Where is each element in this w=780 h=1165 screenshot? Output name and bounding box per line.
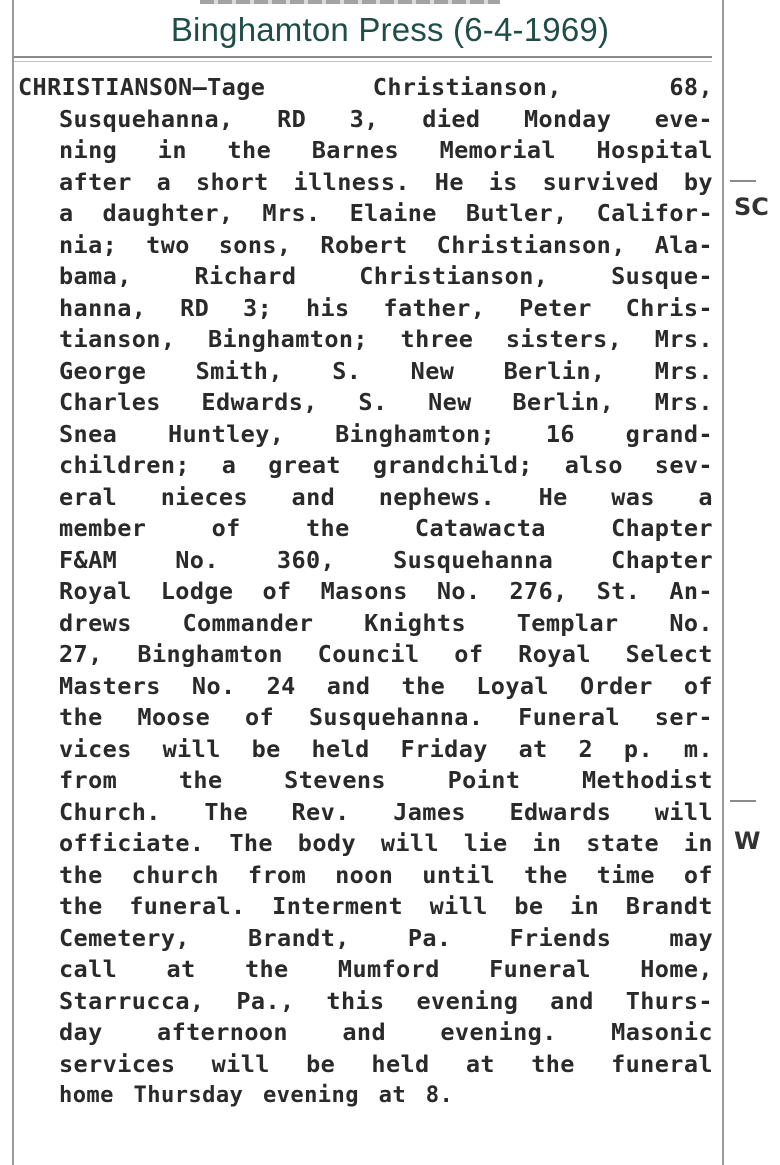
- obituary-line: Charles Edwards, S. New Berlin, Mrs.: [59, 388, 713, 416]
- obituary-line: Masters No. 24 and the Loyal Order of: [59, 671, 713, 700]
- obituary-line: Cemetery, Brandt, Pa. Friends may: [59, 923, 713, 952]
- obituary-line: call at the Mumford Funeral Home,: [59, 955, 713, 983]
- left-column-rule: [12, 0, 14, 1165]
- obituary-line: Starrucca, Pa., this evening and Thurs-: [59, 986, 713, 1015]
- obituary-line: the Moose of Susquehanna. Funeral ser-: [59, 703, 713, 731]
- clipped-headline-fragment: [200, 0, 500, 4]
- obituary-line: the funeral. Interment will be in Brandt: [59, 892, 713, 920]
- obituary-line: tianson, Binghamton; three sisters, Mrs.: [59, 325, 713, 353]
- obituary-line: a daughter, Mrs. Elaine Butler, Califor-: [59, 199, 713, 227]
- side-column-rule-lower: [730, 800, 756, 802]
- source-caption: Binghamton Press (6-4-1969): [170, 11, 610, 48]
- obituary-line: officiate. The body will lie in state in: [59, 829, 713, 857]
- side-column-fragment-upper: SC: [734, 193, 769, 221]
- obituary-line: from the Stevens Point Methodist: [59, 766, 713, 794]
- obituary-line: drews Commander Knights Templar No.: [59, 608, 713, 637]
- obituary-line: CHRISTIANSON—Tage Christianson, 68,: [18, 73, 713, 101]
- obituary-line: George Smith, S. New Berlin, Mrs.: [59, 356, 713, 385]
- obituary-text: [18, 72, 713, 1112]
- obituary-line: Royal Lodge of Masons No. 276, St. An-: [59, 577, 713, 605]
- obituary-line: home Thursday evening at 8.: [59, 1082, 454, 1108]
- obituary-line: vices will be held Friday at 2 p. m.: [59, 734, 713, 763]
- obituary-line: member of the Catawacta Chapter: [59, 514, 713, 542]
- obituary-line: services will be held at the funeral: [59, 1049, 713, 1078]
- side-column-fragment-lower: W: [734, 827, 761, 855]
- obituary-line: day afternoon and evening. Masonic: [59, 1018, 713, 1046]
- side-column-rule-upper: [730, 180, 756, 182]
- obituary-line: hanna, RD 3; his father, Peter Chris-: [59, 293, 713, 322]
- obituary-line: bama, Richard Christianson, Susque-: [59, 262, 713, 290]
- obituary-line: F&AM No. 360, Susquehanna Chapter: [59, 545, 713, 574]
- obituary-line: ning in the Barnes Memorial Hospital: [59, 136, 713, 164]
- obituary-line: eral nieces and nephews. He was a: [59, 482, 713, 511]
- top-rule-thin: [12, 61, 712, 62]
- obituary-line: children; a great grandchild; also sev-: [59, 451, 713, 479]
- obituary-line: the church from noon until the time of: [59, 860, 713, 889]
- obituary-line: Susquehanna, RD 3, died Monday eve-: [59, 104, 713, 133]
- top-rule: [12, 56, 712, 58]
- obituary-line: Church. The Rev. James Edwards will: [59, 797, 713, 826]
- obituary-line: Snea Huntley, Binghamton; 16 grand-: [59, 419, 713, 448]
- obituary-line: nia; two sons, Robert Christianson, Ala-: [59, 230, 713, 259]
- obituary-line: after a short illness. He is survived by: [59, 167, 713, 196]
- obituary-line: 27, Binghamton Council of Royal Select: [59, 640, 713, 668]
- right-column-rule: [722, 0, 724, 1165]
